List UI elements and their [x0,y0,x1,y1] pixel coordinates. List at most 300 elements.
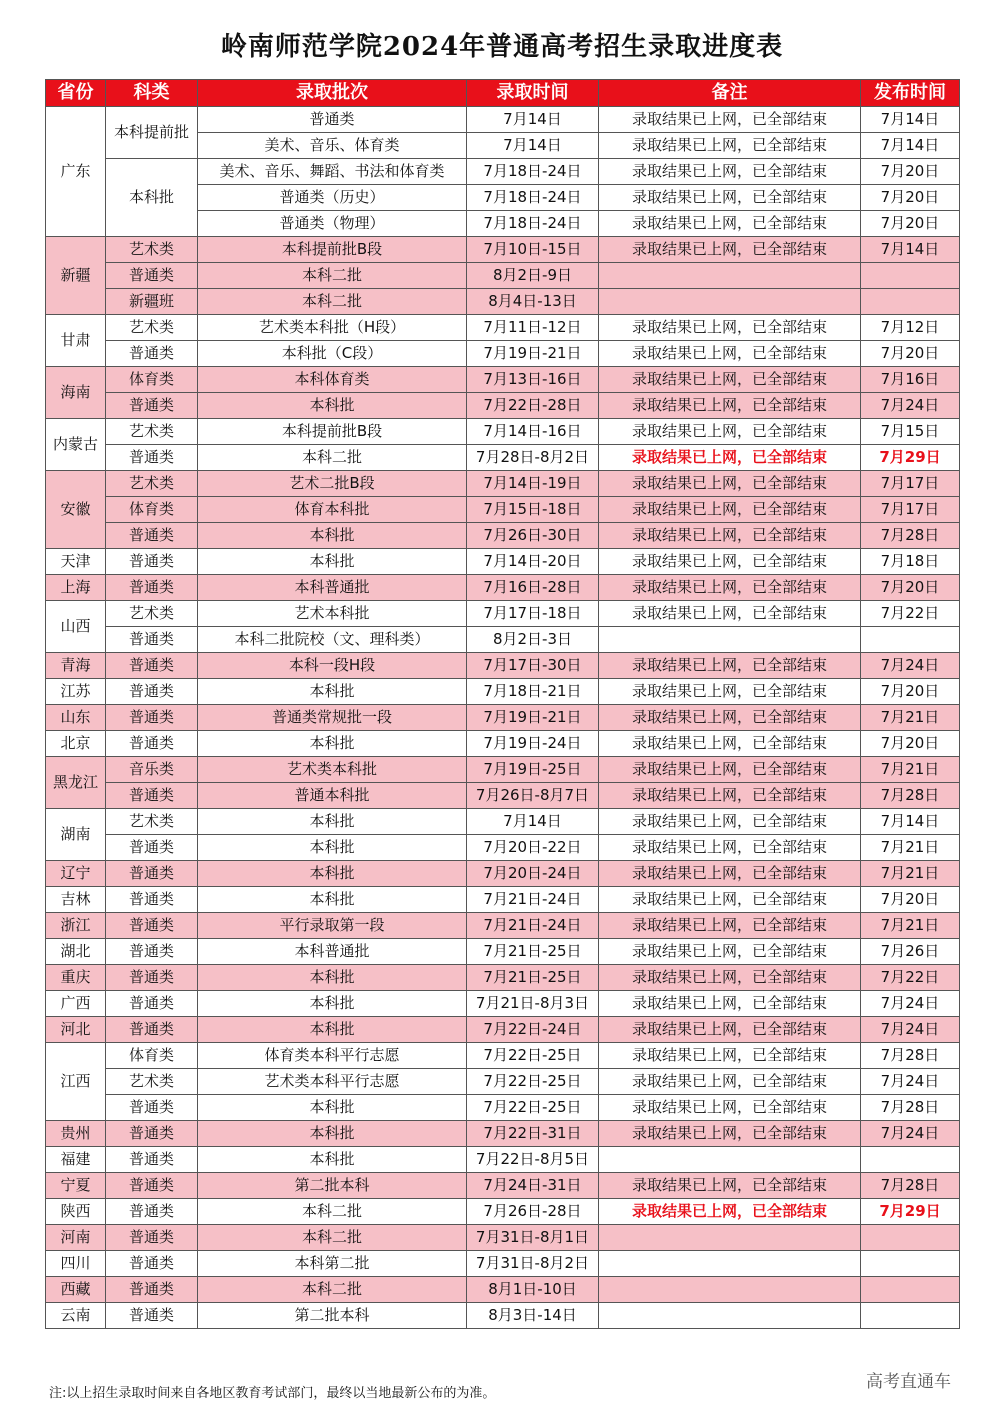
admission-time-cell: 7月14日 [467,133,599,159]
table-row [46,679,960,705]
admission-time-cell: 7月21日-25日 [467,965,599,991]
note-cell: 录取结果已上网，已全部结束 [599,835,861,861]
category-cell: 普通类 [106,1147,198,1173]
publish-time-cell: 7月24日 [861,991,960,1017]
table-row [46,1199,960,1225]
publish-time-cell [861,289,960,315]
publish-time-cell: 7月16日 [861,367,960,393]
table-row [46,887,960,913]
table-row [46,341,960,367]
province-cell: 贵州 [46,1121,106,1147]
batch-cell: 普通类常规批一段 [198,705,467,731]
note-cell: 录取结果已上网，已全部结束 [599,913,861,939]
table-row [46,653,960,679]
note-cell: 录取结果已上网，已全部结束 [599,575,861,601]
category-cell: 普通类 [106,1225,198,1251]
note-cell: 录取结果已上网，已全部结束 [599,107,861,133]
table-row [46,1043,960,1069]
batch-cell: 本科二批 [198,1225,467,1251]
province-cell: 浙江 [46,913,106,939]
batch-cell: 本科二批 [198,445,467,471]
note-cell: 录取结果已上网，已全部结束 [599,809,861,835]
table-row [46,731,960,757]
category-cell: 普通类 [106,1303,198,1329]
batch-cell: 本科批 [198,1147,467,1173]
admission-time-cell: 7月20日-22日 [467,835,599,861]
note-cell: 录取结果已上网，已全部结束 [599,471,861,497]
batch-cell: 美术、音乐、舞蹈、书法和体育类 [198,159,467,185]
publish-time-cell: 7月21日 [861,705,960,731]
table-row [46,783,960,809]
note-cell: 录取结果已上网，已全部结束 [599,965,861,991]
header-admission-time: 录取时间 [467,80,599,107]
category-cell: 音乐类 [106,757,198,783]
admission-time-cell: 7月22日-28日 [467,393,599,419]
publish-time-cell: 7月20日 [861,887,960,913]
watermark: 高考直通车 [866,1372,951,1392]
batch-cell: 艺术本科批 [198,601,467,627]
note-cell: 录取结果已上网，已全部结束 [599,783,861,809]
admission-time-cell: 7月11日-12日 [467,315,599,341]
table-row [46,939,960,965]
province-cell: 湖南 [46,809,106,861]
note-cell [599,1277,861,1303]
publish-time-cell: 7月20日 [861,159,960,185]
admission-time-cell: 7月15日-18日 [467,497,599,523]
note-cell: 录取结果已上网，已全部结束 [599,861,861,887]
category-cell: 普通类 [106,1173,198,1199]
province-cell: 河南 [46,1225,106,1251]
batch-cell: 第二批本科 [198,1303,467,1329]
category-cell: 艺术类 [106,809,198,835]
note-cell: 录取结果已上网，已全部结束 [599,1121,861,1147]
note-cell: 录取结果已上网，已全部结束 [599,549,861,575]
batch-cell: 本科批 [198,887,467,913]
publish-time-cell [861,1303,960,1329]
note-cell: 录取结果已上网，已全部结束 [599,1017,861,1043]
province-cell: 青海 [46,653,106,679]
category-cell: 普通类 [106,263,198,289]
table-row [46,1017,960,1043]
batch-cell: 本科批（C段） [198,341,467,367]
publish-time-cell: 7月24日 [861,653,960,679]
publish-time-cell [861,627,960,653]
province-cell: 江苏 [46,679,106,705]
publish-time-cell [861,1147,960,1173]
batch-cell: 平行录取第一段 [198,913,467,939]
admission-time-cell: 7月14日 [467,809,599,835]
category-cell: 普通类 [106,1121,198,1147]
note-cell: 录取结果已上网，已全部结束 [599,1199,861,1225]
note-cell [599,263,861,289]
publish-time-cell: 7月20日 [861,185,960,211]
table-row [46,627,960,653]
category-cell: 普通类 [106,991,198,1017]
batch-cell: 普通类（物理） [198,211,467,237]
batch-cell: 本科批 [198,523,467,549]
province-cell: 新疆 [46,237,106,315]
category-cell: 艺术类 [106,419,198,445]
batch-cell: 本科批 [198,835,467,861]
admission-time-cell: 7月31日-8月1日 [467,1225,599,1251]
publish-time-cell: 7月20日 [861,679,960,705]
table-row [46,575,960,601]
batch-cell: 本科提前批B段 [198,419,467,445]
table-row [46,1121,960,1147]
admission-time-cell: 7月21日-8月3日 [467,991,599,1017]
publish-time-cell: 7月28日 [861,1043,960,1069]
batch-cell: 本科批 [198,965,467,991]
publish-time-cell: 7月29日 [861,1199,960,1225]
header-province: 省份 [46,80,106,107]
table-row [46,601,960,627]
admission-time-cell: 8月3日-14日 [467,1303,599,1329]
batch-cell: 本科普通批 [198,575,467,601]
batch-cell: 艺术二批B段 [198,471,467,497]
category-cell: 普通类 [106,939,198,965]
province-cell: 甘肃 [46,315,106,367]
province-cell: 云南 [46,1303,106,1329]
province-cell: 广东 [46,107,106,237]
province-cell: 陕西 [46,1199,106,1225]
publish-time-cell: 7月22日 [861,601,960,627]
category-cell: 普通类 [106,627,198,653]
category-cell: 普通类 [106,1277,198,1303]
province-cell: 辽宁 [46,861,106,887]
admission-time-cell: 7月14日-19日 [467,471,599,497]
province-cell: 山西 [46,601,106,653]
publish-time-cell: 7月28日 [861,783,960,809]
publish-time-cell: 7月24日 [861,1121,960,1147]
note-cell: 录取结果已上网，已全部结束 [599,679,861,705]
publish-time-cell [861,1277,960,1303]
batch-cell: 体育类本科平行志愿 [198,1043,467,1069]
province-cell: 河北 [46,1017,106,1043]
admission-progress-table [45,79,960,1329]
admission-time-cell: 7月26日-8月7日 [467,783,599,809]
admission-time-cell: 7月17日-30日 [467,653,599,679]
admission-time-cell: 7月22日-25日 [467,1095,599,1121]
category-cell: 普通类 [106,861,198,887]
note-cell [599,289,861,315]
note-cell: 录取结果已上网，已全部结束 [599,1173,861,1199]
admission-time-cell: 7月22日-31日 [467,1121,599,1147]
publish-time-cell: 7月21日 [861,861,960,887]
note-cell: 录取结果已上网，已全部结束 [599,1095,861,1121]
table-row [46,757,960,783]
table-row [46,289,960,315]
admission-time-cell: 7月19日-24日 [467,731,599,757]
table-row [46,809,960,835]
batch-cell: 本科批 [198,1095,467,1121]
note-cell: 录取结果已上网，已全部结束 [599,367,861,393]
batch-cell: 艺术类本科平行志愿 [198,1069,467,1095]
table-row [46,861,960,887]
batch-cell: 本科二批院校（文、理科类） [198,627,467,653]
note-cell [599,1251,861,1277]
category-cell: 普通类 [106,341,198,367]
table-row [46,393,960,419]
table-header-row [46,80,960,107]
admission-time-cell: 7月10日-15日 [467,237,599,263]
note-cell: 录取结果已上网，已全部结束 [599,523,861,549]
publish-time-cell: 7月14日 [861,809,960,835]
publish-time-cell: 7月20日 [861,731,960,757]
table-row [46,107,960,133]
category-cell: 艺术类 [106,237,198,263]
note-cell: 录取结果已上网，已全部结束 [599,1043,861,1069]
admission-time-cell: 7月22日-25日 [467,1069,599,1095]
publish-time-cell: 7月14日 [861,133,960,159]
admission-time-cell: 7月31日-8月2日 [467,1251,599,1277]
province-cell: 江西 [46,1043,106,1121]
category-cell: 体育类 [106,367,198,393]
admission-time-cell: 7月18日-24日 [467,185,599,211]
page-title: 岭南师范学院2024年普通高考招生录取进度表 [220,32,784,62]
batch-cell: 本科批 [198,549,467,575]
note-cell: 录取结果已上网，已全部结束 [599,601,861,627]
admission-time-cell: 7月14日 [467,107,599,133]
note-cell: 录取结果已上网，已全部结束 [599,731,861,757]
note-cell: 录取结果已上网，已全部结束 [599,419,861,445]
admission-time-cell: 7月19日-21日 [467,705,599,731]
table-row [46,1277,960,1303]
batch-cell: 本科批 [198,731,467,757]
admission-time-cell: 8月1日-10日 [467,1277,599,1303]
note-cell: 录取结果已上网，已全部结束 [599,991,861,1017]
publish-time-cell: 7月29日 [861,445,960,471]
category-cell: 普通类 [106,783,198,809]
category-cell: 普通类 [106,549,198,575]
batch-cell: 本科批 [198,679,467,705]
note-cell: 录取结果已上网，已全部结束 [599,1069,861,1095]
category-cell: 本科提前批 [106,107,198,159]
province-cell: 黑龙江 [46,757,106,809]
admission-time-cell: 7月18日-21日 [467,679,599,705]
footnote: 注:以上招生录取时间来自各地区教育考试部门，最终以当地最新公布的为准。 [49,1386,496,1401]
category-cell: 艺术类 [106,601,198,627]
category-cell: 普通类 [106,731,198,757]
category-cell: 普通类 [106,705,198,731]
province-cell: 宁夏 [46,1173,106,1199]
admission-time-cell: 7月16日-28日 [467,575,599,601]
table-row [46,1147,960,1173]
note-cell [599,1303,861,1329]
publish-time-cell: 7月21日 [861,835,960,861]
admission-time-cell: 7月26日-30日 [467,523,599,549]
publish-time-cell: 7月24日 [861,1069,960,1095]
publish-time-cell: 7月28日 [861,523,960,549]
table-row [46,1095,960,1121]
admission-time-cell: 7月22日-8月5日 [467,1147,599,1173]
category-cell: 新疆班 [106,289,198,315]
province-cell: 北京 [46,731,106,757]
publish-time-cell: 7月17日 [861,497,960,523]
admission-time-cell: 7月22日-24日 [467,1017,599,1043]
province-cell: 湖北 [46,939,106,965]
publish-time-cell: 7月28日 [861,1095,960,1121]
note-cell: 录取结果已上网，已全部结束 [599,757,861,783]
batch-cell: 本科普通批 [198,939,467,965]
table-row [46,1303,960,1329]
category-cell: 普通类 [106,523,198,549]
table-row [46,263,960,289]
publish-time-cell: 7月24日 [861,393,960,419]
note-cell: 录取结果已上网，已全部结束 [599,497,861,523]
category-cell: 普通类 [106,575,198,601]
note-cell [599,627,861,653]
table-row [46,159,960,185]
batch-cell: 本科批 [198,861,467,887]
publish-time-cell: 7月18日 [861,549,960,575]
province-cell: 吉林 [46,887,106,913]
batch-cell: 艺术类本科批 [198,757,467,783]
publish-time-cell: 7月28日 [861,1173,960,1199]
note-cell: 录取结果已上网，已全部结束 [599,705,861,731]
table-row [46,991,960,1017]
category-cell: 体育类 [106,497,198,523]
batch-cell: 本科二批 [198,1277,467,1303]
batch-cell: 体育本科批 [198,497,467,523]
table-row [46,497,960,523]
admission-time-cell: 7月21日-24日 [467,887,599,913]
category-cell: 普通类 [106,1251,198,1277]
batch-cell: 本科二批 [198,263,467,289]
admission-time-cell: 7月28日-8月2日 [467,445,599,471]
category-cell: 艺术类 [106,1069,198,1095]
batch-cell: 美术、音乐、体育类 [198,133,467,159]
table-row [46,965,960,991]
note-cell: 录取结果已上网，已全部结束 [599,939,861,965]
province-cell: 重庆 [46,965,106,991]
batch-cell: 本科第二批 [198,1251,467,1277]
batch-cell: 普通本科批 [198,783,467,809]
header-category: 科类 [106,80,198,107]
table-row [46,523,960,549]
category-cell: 本科批 [106,159,198,237]
header-publish-time: 发布时间 [861,80,960,107]
admission-time-cell: 7月18日-24日 [467,159,599,185]
category-cell: 普通类 [106,887,198,913]
note-cell: 录取结果已上网，已全部结束 [599,341,861,367]
publish-time-cell [861,1225,960,1251]
batch-cell: 普通类（历史） [198,185,467,211]
publish-time-cell: 7月22日 [861,965,960,991]
admission-time-cell: 7月26日-28日 [467,1199,599,1225]
publish-time-cell: 7月14日 [861,237,960,263]
province-cell: 天津 [46,549,106,575]
admission-time-cell: 8月4日-13日 [467,289,599,315]
table-body [46,107,960,1329]
admission-time-cell: 7月22日-25日 [467,1043,599,1069]
publish-time-cell: 7月21日 [861,913,960,939]
category-cell: 普通类 [106,1095,198,1121]
batch-cell: 本科一段H段 [198,653,467,679]
publish-time-cell: 7月20日 [861,575,960,601]
publish-time-cell: 7月14日 [861,107,960,133]
province-cell: 内蒙古 [46,419,106,471]
category-cell: 普通类 [106,1017,198,1043]
publish-time-cell: 7月21日 [861,757,960,783]
admission-time-cell: 7月19日-25日 [467,757,599,783]
table-row [46,237,960,263]
note-cell: 录取结果已上网，已全部结束 [599,211,861,237]
note-cell: 录取结果已上网，已全部结束 [599,133,861,159]
batch-cell: 本科批 [198,393,467,419]
batch-cell: 本科二批 [198,289,467,315]
admission-time-cell: 7月21日-24日 [467,913,599,939]
batch-cell: 本科体育类 [198,367,467,393]
table-row [46,1173,960,1199]
table-row [46,1069,960,1095]
publish-time-cell: 7月20日 [861,211,960,237]
header-note: 备注 [599,80,861,107]
category-cell: 普通类 [106,965,198,991]
table-row [46,705,960,731]
admission-time-cell: 7月20日-24日 [467,861,599,887]
batch-cell: 本科批 [198,1121,467,1147]
batch-cell: 本科批 [198,991,467,1017]
note-cell: 录取结果已上网，已全部结束 [599,315,861,341]
province-cell: 福建 [46,1147,106,1173]
publish-time-cell: 7月17日 [861,471,960,497]
table-row [46,471,960,497]
category-cell: 普通类 [106,1199,198,1225]
category-cell: 艺术类 [106,315,198,341]
admission-time-cell: 7月19日-21日 [467,341,599,367]
note-cell: 录取结果已上网，已全部结束 [599,159,861,185]
batch-cell: 第二批本科 [198,1173,467,1199]
table-row [46,445,960,471]
batch-cell: 普通类 [198,107,467,133]
category-cell: 艺术类 [106,471,198,497]
province-cell: 广西 [46,991,106,1017]
publish-time-cell: 7月24日 [861,1017,960,1043]
note-cell: 录取结果已上网，已全部结束 [599,393,861,419]
province-cell: 山东 [46,705,106,731]
table-row [46,549,960,575]
publish-time-cell: 7月15日 [861,419,960,445]
province-cell: 海南 [46,367,106,419]
admission-time-cell: 7月14日-16日 [467,419,599,445]
table-row [46,367,960,393]
admission-time-cell: 8月2日-3日 [467,627,599,653]
category-cell: 普通类 [106,445,198,471]
note-cell: 录取结果已上网，已全部结束 [599,887,861,913]
note-cell: 录取结果已上网，已全部结束 [599,185,861,211]
admission-time-cell: 8月2日-9日 [467,263,599,289]
province-cell: 安徽 [46,471,106,549]
table-row [46,419,960,445]
admission-time-cell: 7月17日-18日 [467,601,599,627]
publish-time-cell [861,1251,960,1277]
category-cell: 体育类 [106,1043,198,1069]
batch-cell: 艺术类本科批（H段） [198,315,467,341]
note-cell: 录取结果已上网，已全部结束 [599,445,861,471]
admission-time-cell: 7月21日-25日 [467,939,599,965]
header-batch: 录取批次 [198,80,467,107]
publish-time-cell: 7月20日 [861,341,960,367]
province-cell: 西藏 [46,1277,106,1303]
category-cell: 普通类 [106,913,198,939]
table-row [46,835,960,861]
table-row [46,315,960,341]
table-row [46,1251,960,1277]
batch-cell: 本科二批 [198,1199,467,1225]
batch-cell: 本科批 [198,1017,467,1043]
category-cell: 普通类 [106,679,198,705]
admission-time-cell: 7月18日-24日 [467,211,599,237]
